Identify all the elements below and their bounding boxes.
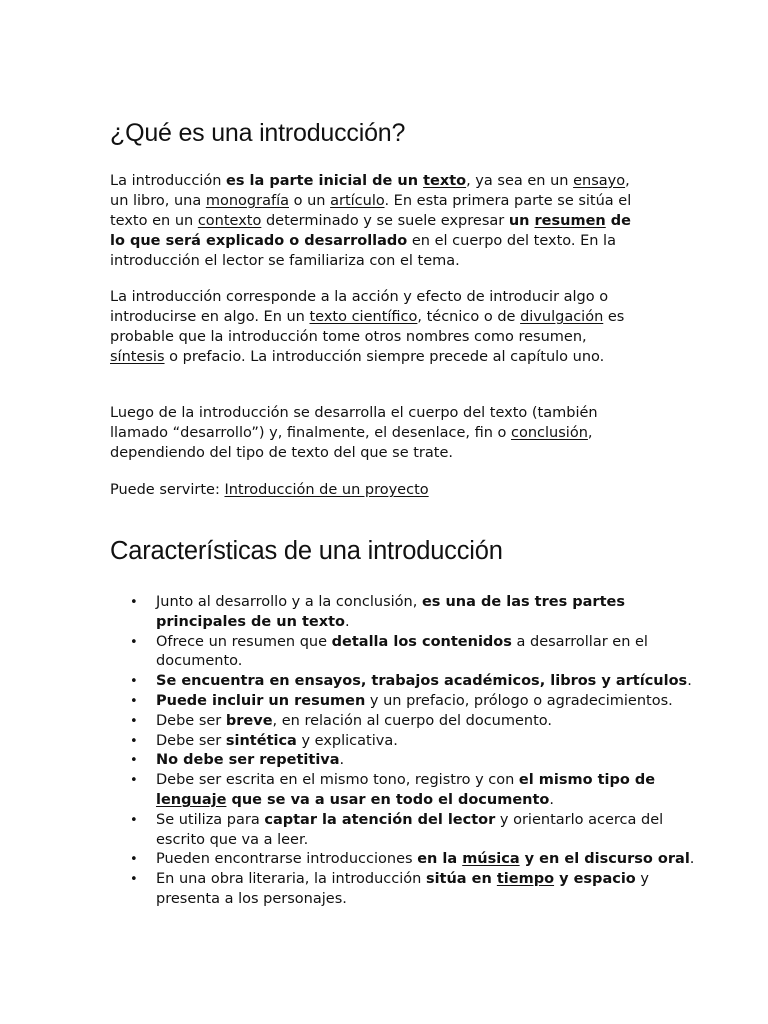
list-item <box>156 811 696 851</box>
text-fragment: es probable que la introducción tome otros nombres como resumen, <box>110 309 625 345</box>
text-fragment: o un <box>289 193 331 209</box>
bold-text: sintética <box>225 732 297 749</box>
bold-text: sitúa en <box>425 871 497 888</box>
text-fragment: . <box>687 673 692 690</box>
text-fragment: Puede servirte: <box>110 482 225 498</box>
inline-link[interactable]: síntesis <box>110 349 165 365</box>
inline-link[interactable]: texto científico <box>309 309 418 325</box>
list-item <box>156 593 696 633</box>
list-item <box>156 732 696 752</box>
text-fragment: , técnico o de <box>417 309 521 325</box>
inline-link[interactable]: divulgación <box>520 309 604 325</box>
bold-text: en la <box>417 851 463 868</box>
bold-text: de lo que será explicado o desarrollado <box>110 213 632 249</box>
inline-link[interactable]: conclusión <box>511 425 588 441</box>
inline-link-bold[interactable]: música <box>462 851 520 868</box>
inline-link[interactable]: ensayo <box>573 173 626 189</box>
paragraph <box>110 403 660 463</box>
list-item <box>156 633 696 673</box>
paragraph <box>110 287 640 367</box>
text-fragment: . <box>549 791 554 808</box>
inline-link-bold[interactable]: tiempo <box>496 871 555 888</box>
bold-text: es la parte inicial de un <box>226 173 424 189</box>
bold-text: y espacio <box>554 871 636 888</box>
list-item <box>156 751 696 771</box>
text-fragment: y orientarlo acerca del escrito que va a leer. <box>156 811 664 848</box>
bold-text: es una de las tres partes principales de un texto <box>156 594 625 630</box>
paragraph <box>110 171 640 271</box>
text-fragment: y un prefacio, prólogo o agradecimientos. <box>365 692 673 709</box>
list-item <box>156 712 696 732</box>
text-fragment: y presenta a los personajes. <box>156 871 649 907</box>
related-link-paragraph <box>110 480 660 500</box>
text-fragment: y explicativa. <box>296 732 398 749</box>
text-fragment: En una obra literaria, la introducción <box>156 871 426 888</box>
inline-link[interactable]: contexto <box>197 213 262 229</box>
list-item <box>156 850 696 870</box>
text-fragment: Pueden encontrarse introducciones <box>156 851 418 868</box>
text-fragment: . En esta primera parte se sitúa el texto en un <box>110 193 632 229</box>
text-fragment: , dependiendo del tipo de texto del que se trate. <box>110 425 593 461</box>
text-fragment: o prefacio. La introducción siempre precede al capítulo uno. <box>164 349 605 365</box>
bold-text: el mismo tipo de <box>518 772 656 789</box>
text-fragment: . <box>339 752 345 769</box>
inline-link[interactable]: Introducción de un proyecto <box>224 482 429 498</box>
text-fragment: Junto al desarrollo y a la conclusión, <box>156 594 422 610</box>
bold-text: breve <box>225 712 273 729</box>
text-fragment: Debe ser <box>156 732 226 749</box>
text-fragment: Debe ser <box>156 712 226 729</box>
bold-text: y en el discurso oral <box>519 851 690 868</box>
text-fragment: en el cuerpo del texto. En la introducción el lector se familiariza con el tema. <box>110 233 616 269</box>
bold-text: detalla los contenidos <box>331 633 512 650</box>
text-fragment: Ofrece un resumen que <box>156 633 332 650</box>
text-fragment: a desarrollar en el documento. <box>156 633 648 670</box>
section-heading: Características de una introducción <box>110 537 503 565</box>
inline-link-bold[interactable]: texto <box>423 173 467 189</box>
bold-text: que se va a usar en todo el documento <box>226 791 550 808</box>
text-fragment: . <box>345 613 350 630</box>
text-fragment: , ya sea en un <box>466 173 574 189</box>
list-item <box>156 672 696 692</box>
text-fragment: , un libro, una <box>110 173 630 209</box>
characteristics-list <box>130 593 696 910</box>
list-item <box>156 692 696 712</box>
inline-link[interactable]: monografía <box>205 193 289 209</box>
bold-text: captar la atención del lector <box>264 811 496 828</box>
list-item <box>156 870 696 910</box>
page-title: ¿Qué es una introducción? <box>110 119 406 147</box>
inline-link-bold[interactable]: resumen <box>534 213 606 229</box>
text-fragment: Luego de la introducción se desarrolla el cuerpo del texto (también llamado “desarrollo”) y, finalmente, el desenlace, fin o <box>110 405 598 441</box>
text-fragment: La introducción corresponde a la acción y efecto de introducir algo o introducirse en algo. En un <box>110 289 609 325</box>
text-fragment: Debe ser escrita en el mismo tono, registro y con <box>156 772 519 789</box>
bold-text: un <box>508 213 535 229</box>
bold-text: No debe ser repetitiva <box>156 752 340 769</box>
text-fragment: La introducción <box>110 173 227 189</box>
text-fragment: determinado y se suele expresar <box>261 213 509 229</box>
bold-text: Se encuentra en ensayos, trabajos académicos, libros y artículos <box>156 673 688 690</box>
text-fragment: Se utiliza para <box>156 811 265 828</box>
text-fragment: , en relación al cuerpo del documento. <box>272 712 553 729</box>
bold-text: Puede incluir un resumen <box>156 692 366 709</box>
inline-link-bold[interactable]: lenguaje <box>156 791 227 808</box>
text-fragment: . <box>689 851 695 868</box>
list-item <box>156 771 696 811</box>
inline-link[interactable]: artículo <box>330 193 385 209</box>
